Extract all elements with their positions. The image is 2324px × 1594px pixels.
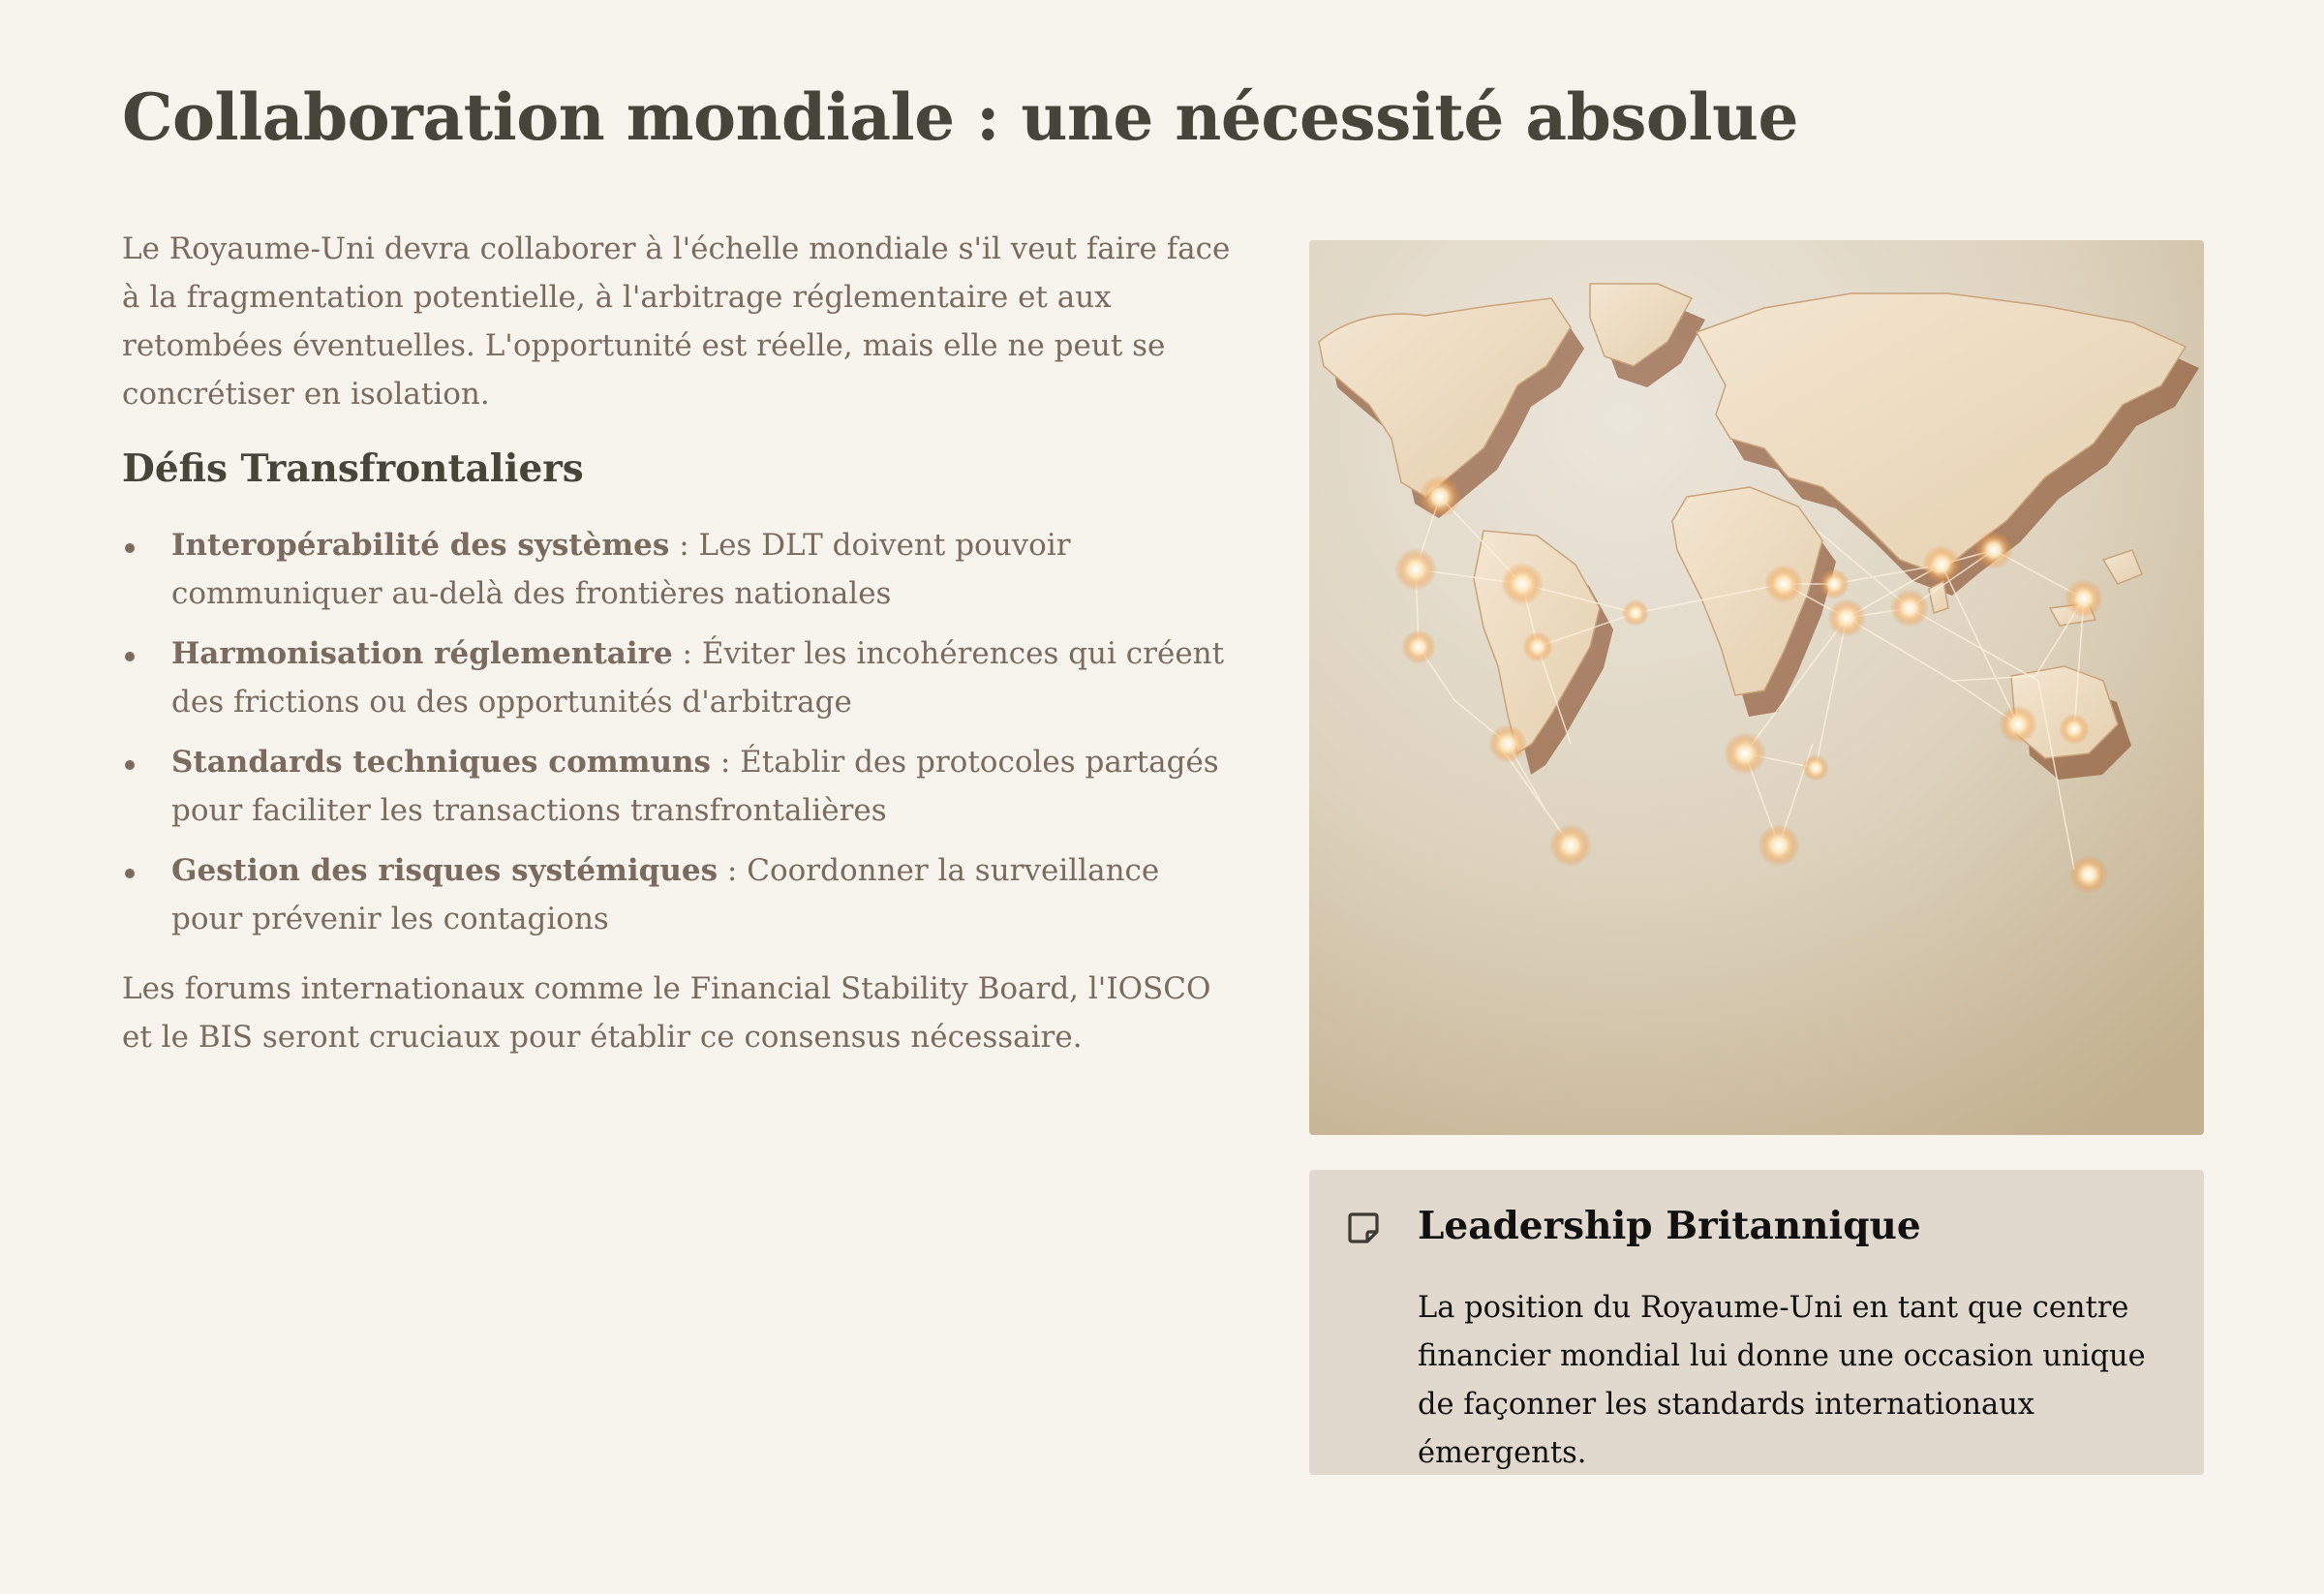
closing-paragraph: Les forums internationaux comme le Financial Stability Board, l'IOSCO et le BIS seront cruciaux pour établir ce consensus nécessaire. bbox=[122, 971, 1211, 1055]
item-description: : Coordonner la surveillance pour prévenir les contagions bbox=[171, 853, 1160, 936]
bullet-icon bbox=[125, 652, 135, 661]
callout-text: La position du Royaume-Uni en tant que centre financier mondial lui donne une occasion unique de façonner les standards internationaux émergents. bbox=[1418, 1291, 2146, 1470]
world-map-image bbox=[1309, 240, 2204, 1135]
item-term: Standards techniques communs bbox=[171, 745, 711, 780]
item-term: Interopérabilité des systèmes bbox=[171, 528, 670, 563]
world-map-network-icon bbox=[1309, 240, 2204, 1135]
list-item bbox=[122, 521, 1236, 618]
sticky-note-icon bbox=[1344, 1209, 1383, 1247]
item-description: : Les DLT doivent pouvoir communiquer au-delà des frontières nationales bbox=[171, 528, 1071, 611]
challenges-list bbox=[122, 521, 1236, 943]
item-term: Gestion des risques systémiques bbox=[171, 853, 719, 888]
callout-title: Leadership Britannique bbox=[1418, 1204, 1921, 1248]
item-description: : Établir des protocoles partagés pour faciliter les transactions transfrontalières bbox=[171, 745, 1219, 828]
bullet-icon bbox=[125, 760, 135, 770]
bullet-icon bbox=[125, 543, 135, 553]
item-term: Harmonisation réglementaire bbox=[171, 636, 673, 671]
section-heading: Défis Transfrontaliers bbox=[122, 446, 584, 491]
list-item bbox=[122, 738, 1236, 835]
list-item bbox=[122, 846, 1236, 943]
callout-box bbox=[1309, 1170, 2204, 1475]
bullet-icon bbox=[125, 869, 135, 878]
item-description: : Éviter les incohérences qui créent des frictions ou des opportunités d'arbitrage bbox=[171, 636, 1225, 720]
main-content bbox=[122, 225, 1236, 1061]
list-item bbox=[122, 629, 1236, 726]
intro-paragraph: Le Royaume-Uni devra collaborer à l'échelle mondiale s'il veut faire face à la fragmentation potentielle, à l'arbitrage réglementaire et aux retombées éventuelles. L'opportunité est réelle, mais elle ne peut se concrétiser en isolation. bbox=[122, 231, 1231, 412]
page-title: Collaboration mondiale : une nécessité absolue bbox=[122, 79, 1798, 155]
